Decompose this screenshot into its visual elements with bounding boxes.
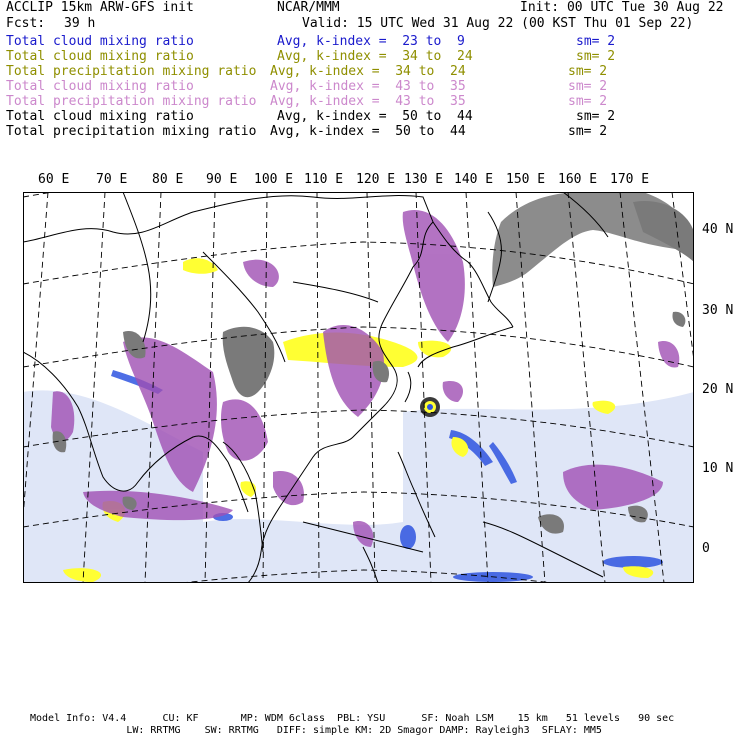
- legend-row-1-field: Total cloud mixing ratio: [6, 34, 194, 49]
- legend-row-3-field: Total precipitation mixing ratio: [6, 64, 257, 79]
- legend-row-6-sm: sm= 2: [576, 109, 616, 124]
- init-time: Init: 00 UTC Tue 30 Aug 22: [520, 0, 724, 15]
- forecast-map: [23, 192, 694, 583]
- legend-row-7-avg: Avg, k-index = 50 to 44: [270, 124, 466, 139]
- lat-label-40n: 40 N: [702, 222, 734, 237]
- legend-row-6-avg: Avg, k-index = 50 to 44: [277, 109, 473, 124]
- lat-label-0: 0: [702, 541, 710, 556]
- footer-model-info-line1: Model Info: V4.4 CU: KF MP: WDM 6class PBL: YSU SF: Noah LSM 15 km 51 levels 90 sec: [30, 713, 675, 724]
- legend-row-4-sm: sm= 2: [568, 79, 608, 94]
- legend-row-6-field: Total cloud mixing ratio: [6, 109, 194, 124]
- fcst-label: Fcst:: [6, 16, 46, 31]
- lon-label-70e: 70 E: [96, 172, 128, 187]
- center-label: NCAR/MMM: [277, 0, 340, 15]
- typhoon-eye: [420, 397, 440, 417]
- legend-row-2-field: Total cloud mixing ratio: [6, 49, 194, 64]
- lon-label-120e: 120 E: [356, 172, 396, 187]
- lon-label-80e: 80 E: [152, 172, 184, 187]
- legend-row-5-field: Total precipitation mixing ratio: [6, 94, 257, 109]
- lon-label-130e: 130 E: [404, 172, 444, 187]
- legend-row-2-avg: Avg, k-index = 34 to 24: [277, 49, 473, 64]
- valid-time: Valid: 15 UTC Wed 31 Aug 22 (00 KST Thu 01 Sep 22): [302, 16, 694, 31]
- legend-row-5-avg: Avg, k-index = 43 to 35: [270, 94, 466, 109]
- legend-row-2-sm: sm= 2: [576, 49, 616, 64]
- lon-label-110e: 110 E: [304, 172, 344, 187]
- lat-label-30n: 30 N: [702, 303, 734, 318]
- legend-row-7-field: Total precipitation mixing ratio: [6, 124, 257, 139]
- lon-label-170e: 170 E: [610, 172, 650, 187]
- lon-label-100e: 100 E: [254, 172, 294, 187]
- lat-label-20n: 20 N: [702, 382, 734, 397]
- lon-label-160e: 160 E: [558, 172, 598, 187]
- legend-row-7-sm: sm= 2: [568, 124, 608, 139]
- legend-row-4-avg: Avg, k-index = 43 to 35: [270, 79, 466, 94]
- footer-model-info-line2: LW: RRTMG SW: RRTMG DIFF: simple KM: 2D Smagor DAMP: Rayleigh3 SFLAY: MM5: [30, 725, 602, 736]
- lon-label-140e: 140 E: [454, 172, 494, 187]
- fcst-value: 39 h: [64, 16, 96, 31]
- legend-row-1-avg: Avg, k-index = 23 to 9: [277, 34, 465, 49]
- legend-row-3-sm: sm= 2: [568, 64, 608, 79]
- lat-label-10n: 10 N: [702, 461, 734, 476]
- lon-label-60e: 60 E: [38, 172, 70, 187]
- legend-row-4-field: Total cloud mixing ratio: [6, 79, 194, 94]
- lon-label-150e: 150 E: [506, 172, 546, 187]
- legend-row-1-sm: sm= 2: [576, 34, 616, 49]
- model-title: ACCLIP 15km ARW-GFS init: [6, 0, 194, 15]
- legend-row-5-sm: sm= 2: [568, 94, 608, 109]
- lon-label-90e: 90 E: [206, 172, 238, 187]
- legend-row-3-avg: Avg, k-index = 34 to 24: [270, 64, 466, 79]
